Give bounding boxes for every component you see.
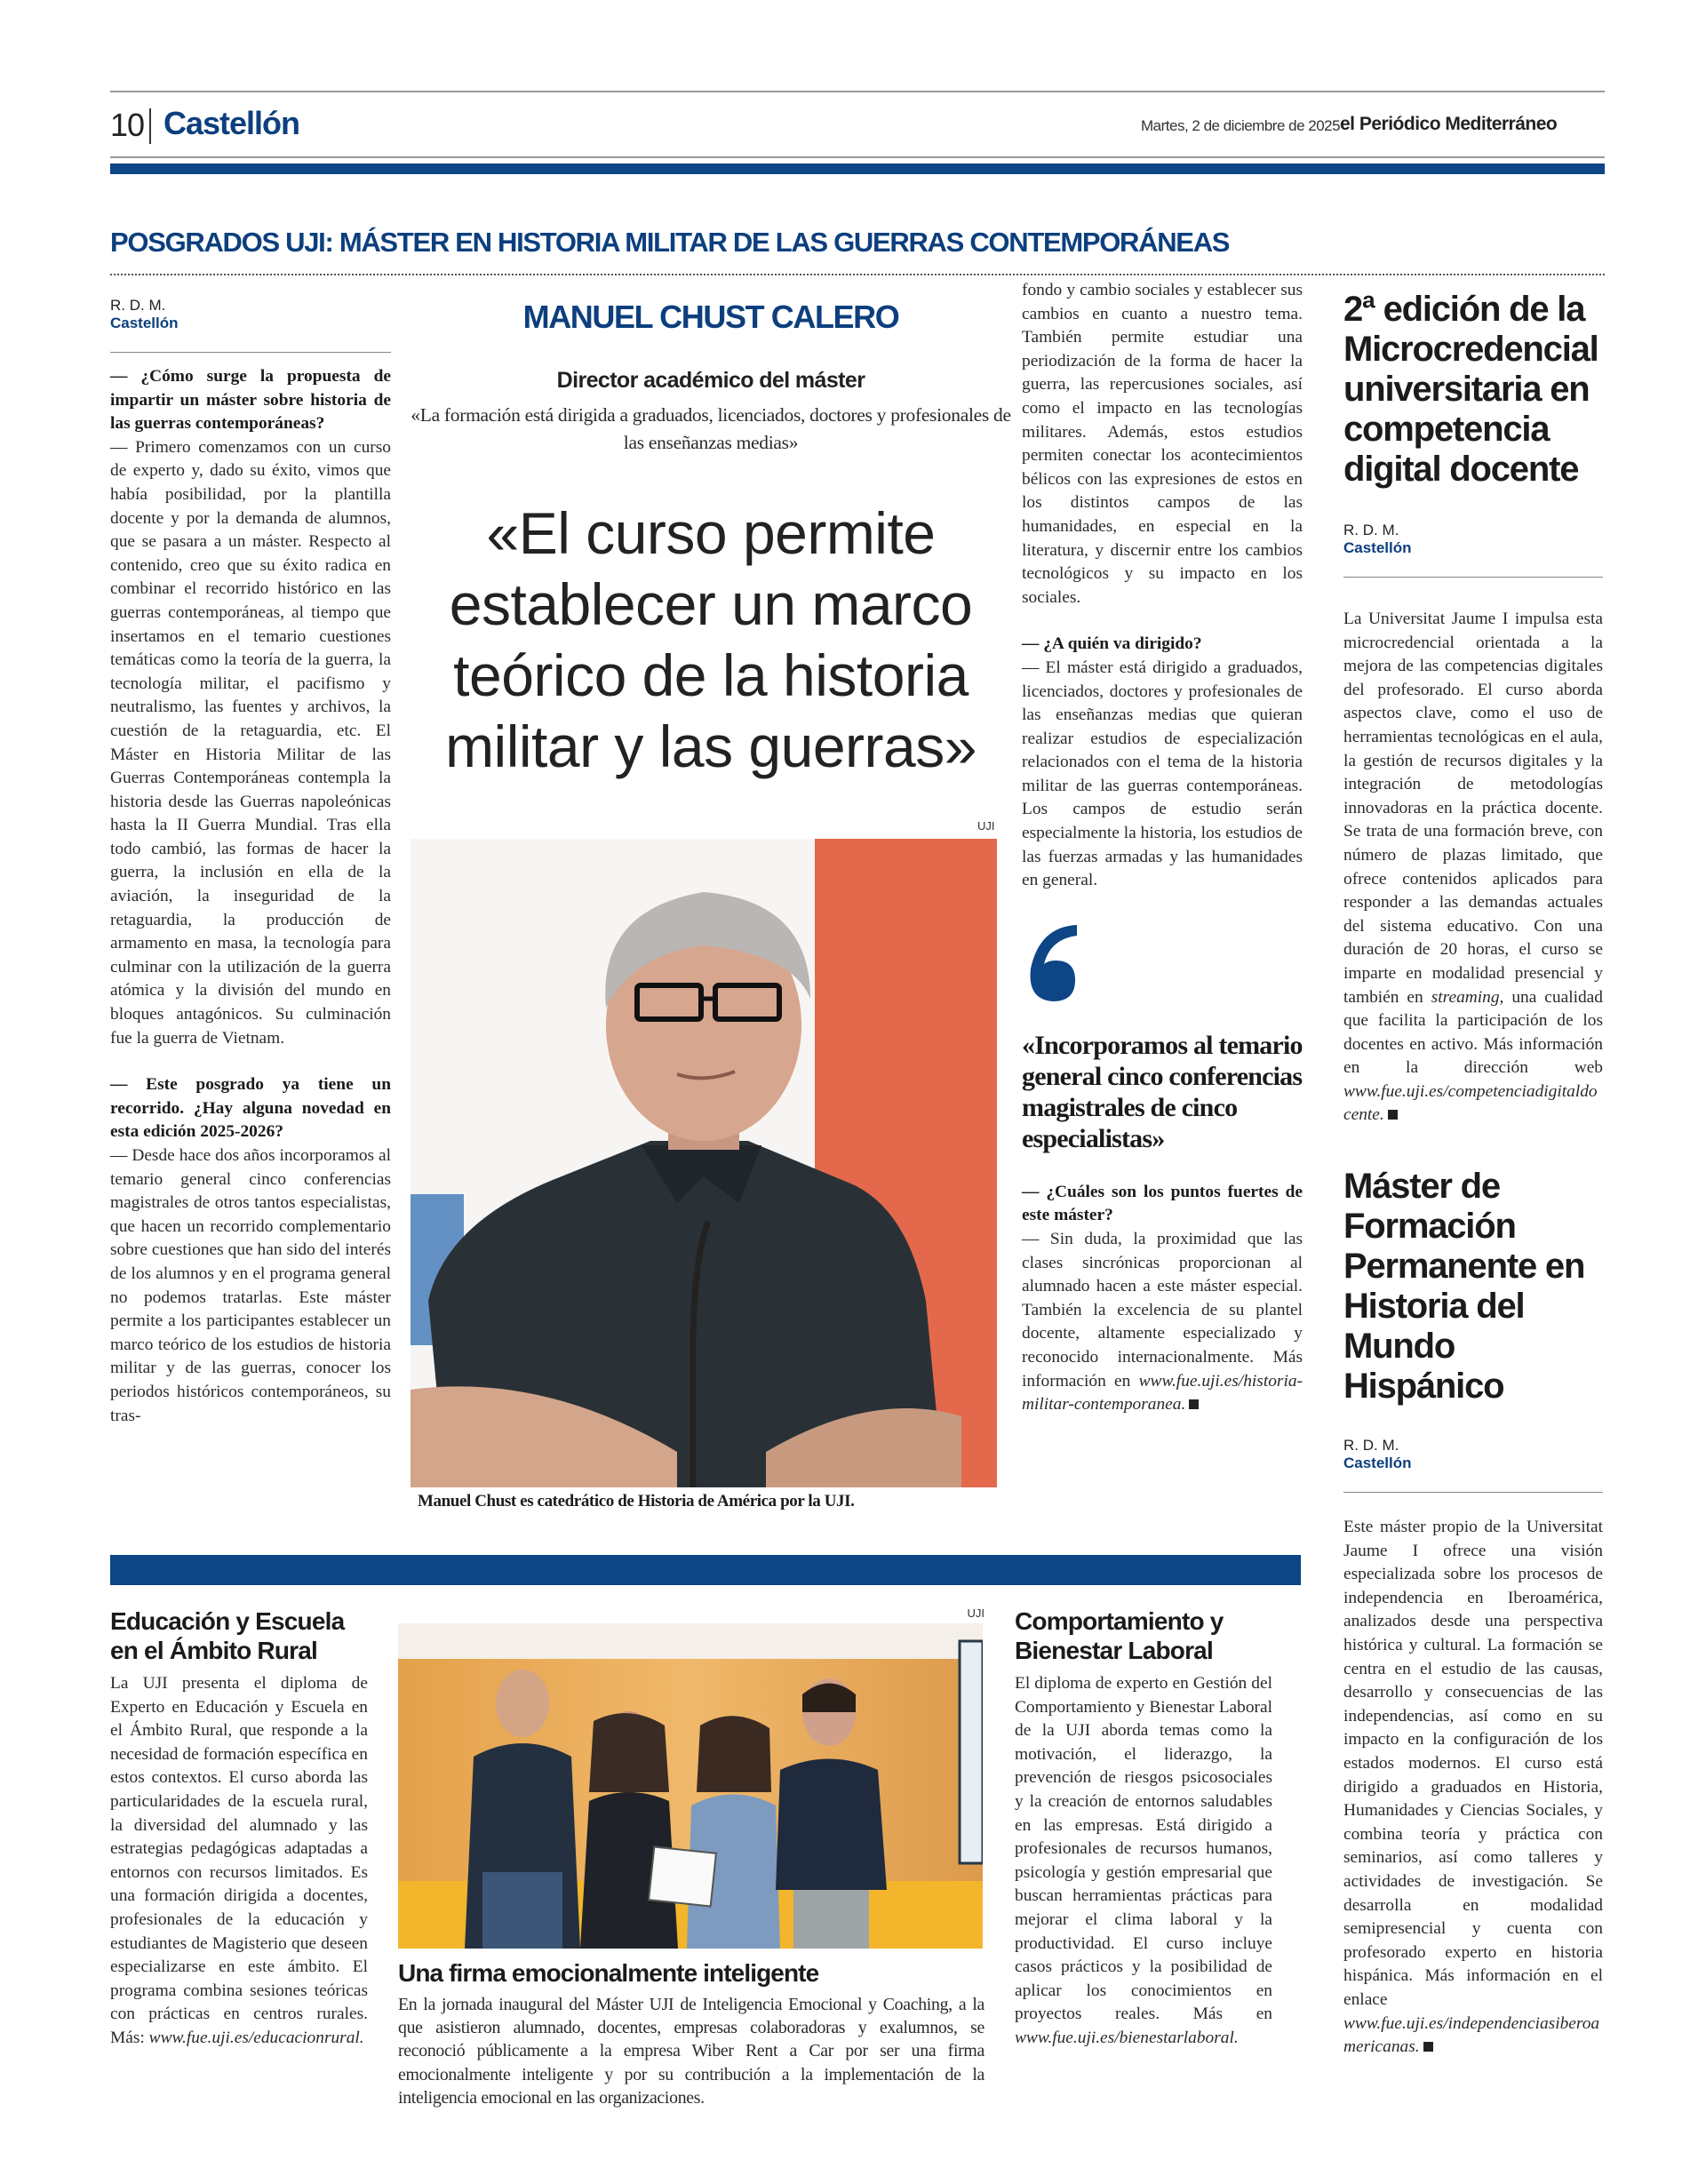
photo-credit: UJI <box>977 819 995 833</box>
byline-city: Castellón <box>1343 1455 1412 1472</box>
wellbeing-title: Comportamiento y Bienestar Laboral <box>1015 1607 1224 1664</box>
rural-link[interactable]: www.fue.uji.es/educacionrural. <box>148 2028 364 2047</box>
sidebar-article-1-body <box>1343 608 1603 1128</box>
rural-body <box>110 1672 368 2051</box>
header-separator <box>149 108 151 144</box>
rural-title: Educación y Escuela en el Ámbito Rural <box>110 1607 345 1664</box>
byline-author: R. D. M. <box>1343 1437 1399 1455</box>
byline-rule <box>110 352 391 353</box>
kicker-dotted-rule <box>110 274 1605 275</box>
bottom-strip <box>110 1555 1301 2109</box>
newspaper-name: el Periódico Mediterráneo <box>1340 114 1558 134</box>
byline-city: Castellón <box>110 315 179 331</box>
question-1: — ¿Cómo surge la propuesta de impartir un máster sobre historia de las guerras contemporáneas? <box>110 367 391 434</box>
group-photo-illustration <box>398 1623 983 1949</box>
photo-story-title: Una firma emocionalmente inteligente <box>398 1959 819 1987</box>
section-kicker: POSGRADOS UJI: MÁSTER EN HISTORIA MILITAR DE LAS GUERRAS CONTEMPORÁNEAS <box>110 227 1230 258</box>
sidebar-article-1-link[interactable]: www.fue.uji.es/competenciadigitaldocente. <box>1343 1081 1598 1125</box>
bottom-article-rural <box>110 1606 368 2109</box>
quote-mark-icon <box>1022 920 1084 1008</box>
sidebar-article-2-title: Máster de Formación Permanente en Historia del Mundo Hispánico <box>1343 1167 1585 1407</box>
body-text: El diploma de experto en Gestión del Comportamiento y Bienestar Laboral de la UJI aborda temas como la motivación, el liderazgo, la prevención de riesgos psicosociales y la creación de entornos saludables en las empresas. Está dirigido a profesionales de recursos humanos, psicología y gestión empresarial que buscan herramientas prácticas para mejorar el clima laboral y la productividad. El curso incluye casos prácticos y la posibilidad de aplicar los conocimientos en proyectos reales. Más en <box>1015 1674 1272 2024</box>
page-number: 10 <box>110 107 145 143</box>
header-bottom-rule <box>110 156 1605 158</box>
byline-city: Castellón <box>1343 539 1412 556</box>
body-text: , una cualidad que facilita la participación de los docentes en activo. Más información en la dirección web <box>1343 987 1603 1078</box>
bottom-blue-band <box>110 1555 1301 1585</box>
sidebar-article-hispanic-history <box>1343 1167 1603 2060</box>
end-mark-icon <box>1388 1110 1398 1120</box>
interview-column-3 <box>1022 279 1303 1417</box>
role-quote: «La formación está dirigida a graduados, licenciados, doctores y profesionales de las enseñanzas medias» <box>411 404 1011 453</box>
body-text: La UJI presenta el diploma de Experto en Educación y Escuela en el Ámbito Rural, que responde a la necesidad de formación específica en estos contextos. El curso aborda las particularidades de la escuela rural, la diversidad del alumnado y las estrategias pedagógicas adaptadas a entornos con recursos limitados. Es una formación dirigida a docentes, profesionales de la educación y estudiantes de Magisterio que deseen especializarse en este ámbito. El programa combina sesiones teóricas con prácticas en centros rurales. Más: <box>110 1674 368 2047</box>
answer-2-part-1: — Desde hace dos años incorporamos al temario general cinco conferencias magistrales de otros tantos especialistas, que hacen un recorrido complementario sobre cuestiones que han sido del interés de los alumnos y en el programa general no podemos tratarlas. Este máster permite a los participantes establecer un marco teórico de los estudios de historia militar y de las guerras, conocer los periodos históricos contemporáneos, su tras- <box>110 1146 391 1425</box>
answer-4-link[interactable]: www.fue.uji.es/historia-militar-contemporanea. <box>1022 1371 1303 1415</box>
section-name: Castellón <box>163 105 300 141</box>
body-text: La Universitat Jaume I impulsa esta microcredencial orientada a la mejora de las competencias digitales del profesorado. El curso aborda aspectos clave, como el uso de herramientas tecnológicas en el aula, la gestión de recursos digitales y la integración de metodologías innovadoras en la práctica docente. Se trata de una formación breve, con número de plazas limitado, que ofrece contenidos aplicados para responder a las demandas actuales del sistema educativo. Con una duración de 20 horas, el curso se imparte en modalidad presencial y también en <box>1343 610 1603 1007</box>
end-mark-icon <box>1423 2042 1433 2052</box>
photo-caption: Manuel Chust es catedrático de Historia de América por la UJI. <box>418 1492 855 1510</box>
award-group-photo <box>398 1623 983 1949</box>
question-2: — Este posgrado ya tiene un recorrido. ¿Hay alguna novedad en esta edición 2025-2026? <box>110 1075 391 1142</box>
body-text: Este máster propio de la Universitat Jaume I ofrece una visión especializada sobre los procesos de independencia en Iberoamérica, analizados desde una perspectiva histórica y cultural. La formación se centra en el estudio de las causas, desarrollo y consecuencias de las independencias, así como en su impacto en la configuración de los estados modernos. El curso está dirigido a graduados en Historia, Humanidades y Ciencias Sociales, y combina teoría y práctica con seminarios, así como talleres y actividades de investigación. Se desarrolla en modalidad semipresencial y cuenta con profesorado experto en historia hispánica. Más información en el enlace <box>1343 1518 1603 2009</box>
answer-2-part-2: fondo y cambio sociales y establecer sus cambios en cuanto a nuestro tema. También permite estudiar una periodización de la forma de hacer la guerra, las repercusiones sociales, así como el impacto en las tecnologías militares. Además, estos estudios permiten conectar los acontecimientos bélicos con las expresiones de estos en los distintos campos de las humanidades, en especial en la literatura, y discernir entre los cambios tecnológicos y su impacto en los sociales. <box>1022 281 1303 607</box>
photo-credit: UJI <box>967 1606 985 1620</box>
byline-rule <box>1343 577 1603 578</box>
interviewee-role: Director académico del máster <box>556 368 865 393</box>
question-4: — ¿Cuáles son los puntos fuertes de este máster? <box>1022 1182 1303 1225</box>
italic-term: streaming <box>1431 987 1500 1007</box>
issue-date: Martes, 2 de diciembre de 2025 <box>1141 117 1341 134</box>
pull-quote: «Incorporamos al temario general cinco conferencias magistrales de cinco especialistas» <box>1022 1030 1303 1153</box>
photo-story <box>398 1606 985 2109</box>
byline-author: R. D. M. <box>1343 522 1399 538</box>
portrait-illustration <box>411 839 997 1487</box>
interview-column-1 <box>110 297 391 1428</box>
sidebar-article-2-body <box>1343 1516 1603 2060</box>
byline-author: R. D. M. <box>110 297 166 314</box>
photo-story-body: En la jornada inaugural del Máster UJI de Inteligencia Emocional y Coaching, a la que asistieron alumnado, docentes, empresas colaboradoras y exalumnos, se reconoció públicamente a la empresa Wiber Rent a Car por ser una firma emocionalmente inteligente y por su contribución a la implementación de la inteligencia emocional en las organizaciones. <box>398 1995 985 2108</box>
question-3: — ¿A quién va dirigido? <box>1022 634 1202 654</box>
byline-rule <box>1343 1492 1603 1493</box>
sidebar <box>1343 290 1603 2060</box>
sidebar-article-1-title: 2ª edición de la Microcredencial universitaria en competencia digital docente <box>1343 290 1598 489</box>
wellbeing-body <box>1015 1672 1272 2051</box>
header-top-rule <box>110 91 1605 92</box>
bottom-article-wellbeing <box>1015 1606 1272 2109</box>
answer-3: — El máster está dirigido a graduados, licenciados, doctores y profesionales de las enseñanzas medias que quieran realizar estudios de especialización relacionados con el tema de la historia militar de las guerras contemporáneas. Los campos de estudio serán especialmente la historia, los estudios de las fuerzas armadas y las humanidades en general. <box>1022 658 1303 890</box>
sidebar-article-microcredential <box>1343 290 1603 1128</box>
header-blue-bar <box>110 163 1605 174</box>
answer-4-text: — Sin duda, la proximidad que las clases sincrónicas proporcionan al alumnado hacen a este máster especial. También la excelencia de su plantel docente, altamente especializado y reconocido internacionalmente. Más información en <box>1022 1230 1303 1391</box>
sidebar-article-2-link[interactable]: www.fue.uji.es/independenciasiberoamericanas. <box>1343 2013 1600 2057</box>
wellbeing-link[interactable]: www.fue.uji.es/bienestarlaboral. <box>1015 2028 1239 2047</box>
answer-4 <box>1022 1228 1303 1417</box>
end-mark-icon <box>1189 1399 1199 1409</box>
portrait-photo <box>411 839 997 1487</box>
answer-1: — Primero comenzamos con un curso de experto y, dado su éxito, vimos que había posibilidad, por la plantilla docente y por la demanda de alumnos, que se pasara a un máster. Respecto al contenido, creo que su éxito radica en combinar el recorrido histórico en las guerras contemporáneas, al tiempo que insertamos en el temario cuestiones temáticas como la teoría de la guerra, la tecnología militar, el pacifismo y neutralismo, las fuentes y archivos, la cuestión de la retaguardia, etc. El Máster en Historia Militar de las Guerras Contemporáneas contempla la historia desde las Guerras napoleónicas hasta la II Guerra Mundial. Tras ella todo cambió, las formas de hacer la guerra, la inclusión en ella de la aviación, la inseguridad de la retaguardia, la producción de armamento en masa, la tecnología para culminar con la utilización de la guerra atómica y la división del mundo en bloques antagónicos. Su culminación fue la guerra de Vietnam. <box>110 437 391 1048</box>
interviewee-name: MANUEL CHUST CALERO <box>522 299 899 335</box>
headline-quote: «El curso permite establecer un marco teórico de la historia militar y las guerras» <box>445 500 977 779</box>
